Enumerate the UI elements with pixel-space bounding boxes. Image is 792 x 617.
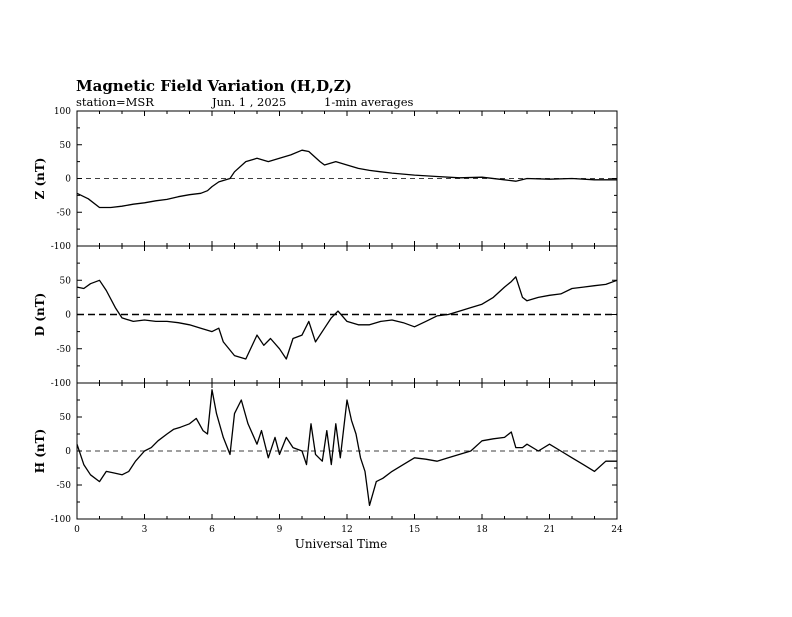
- chart-title: Magnetic Field Variation (H,D,Z): [76, 77, 352, 95]
- h-ytick-label: 0: [65, 447, 71, 457]
- h-axis-label: H (nT): [33, 428, 47, 474]
- station-label: station=MSR: [76, 95, 154, 109]
- d-ytick-label: 50: [59, 276, 71, 287]
- z-axis-label: Z (nT): [33, 157, 47, 200]
- h-xtick-label: 0: [74, 525, 80, 535]
- panels-group: [33, 107, 623, 551]
- d-ytick-label: -50: [56, 344, 71, 355]
- h-series-line: [77, 390, 617, 506]
- z-ytick-label: 0: [65, 174, 71, 185]
- averaging-label: 1-min averages: [324, 95, 414, 109]
- h-xtick-label: 12: [341, 525, 353, 535]
- h-xtick-label: 21: [543, 525, 556, 535]
- z-ytick-label: 100: [53, 107, 71, 117]
- z-ytick-label: -100: [50, 242, 71, 252]
- z-ytick-label: -50: [56, 208, 71, 219]
- h-xtick-label: 18: [476, 525, 488, 535]
- h-xtick-label: 6: [209, 525, 215, 535]
- z-ytick-label: 50: [59, 140, 71, 151]
- date-label: Jun. 1 , 2025: [212, 95, 287, 109]
- h-ytick-label: -100: [50, 515, 71, 525]
- h-xtick-label: 24: [611, 525, 623, 535]
- h-xtick-label: 15: [408, 525, 421, 535]
- d-axis-label: D (nT): [33, 292, 47, 337]
- d-ytick-label: -100: [50, 379, 71, 389]
- h-ytick-label: -50: [56, 481, 71, 491]
- h-ytick-label: 50: [59, 413, 71, 423]
- d-series-line: [77, 277, 617, 359]
- d-ytick-label: 0: [65, 310, 71, 321]
- h-xtick-label: 3: [141, 525, 148, 535]
- h-xtick-label: 9: [276, 525, 283, 535]
- x-axis-label: Universal Time: [294, 537, 388, 551]
